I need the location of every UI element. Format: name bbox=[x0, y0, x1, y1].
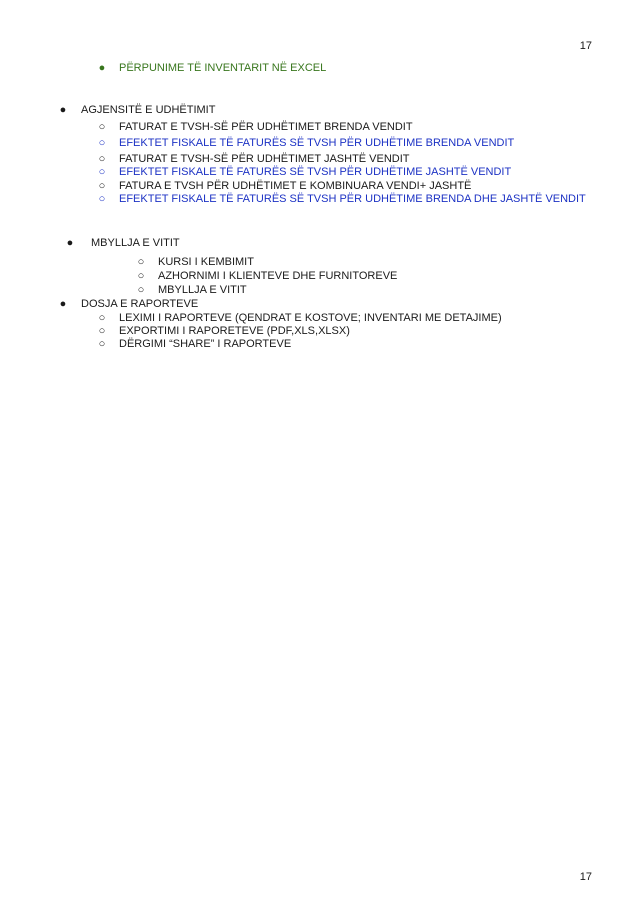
bullet-hollow-icon: ○ bbox=[137, 270, 145, 282]
bullet-filled-icon: ● bbox=[98, 62, 106, 74]
list-item-text: EFEKTET FISKALE TË FATURËS SË TVSH PËR UDHËTIME BRENDA VENDIT bbox=[119, 137, 515, 149]
section-title: DOSJA E RAPORTEVE bbox=[81, 298, 199, 310]
list-item-text: FATURAT E TVSH-SË PËR UDHËTIMET JASHTË VENDIT bbox=[119, 153, 410, 165]
list-item-text: EXPORTIMI I RAPORETEVE (PDF,XLS,XLSX) bbox=[119, 325, 350, 337]
bullet-hollow-icon: ○ bbox=[98, 180, 106, 192]
page-number-bottom: 17 bbox=[579, 871, 592, 883]
list-item-text: LEXIMI I RAPORTEVE (QENDRAT E KOSTOVE; INVENTARI ME DETAJIME) bbox=[119, 312, 502, 324]
bullet-hollow-icon: ○ bbox=[98, 137, 106, 149]
bullet-hollow-icon: ○ bbox=[98, 166, 106, 178]
bullet-filled-icon: ● bbox=[59, 104, 67, 116]
list-item-text: DËRGIMI “SHARE” I RAPORTEVE bbox=[119, 338, 292, 350]
bullet-filled-icon: ● bbox=[66, 237, 74, 249]
bullet-hollow-icon: ○ bbox=[98, 312, 106, 324]
list-item-text: KURSI I KEMBIMIT bbox=[158, 256, 254, 268]
list-item-text: EFEKTET FISKALE TË FATURËS SË TVSH PËR UDHËTIME JASHTË VENDIT bbox=[119, 166, 512, 178]
list-item-text: EFEKTET FISKALE TË FATURËS SË TVSH PËR UDHËTIME BRENDA DHE JASHTË VENDIT bbox=[119, 193, 586, 205]
list-item-text: MBYLLJA E VITIT bbox=[158, 284, 247, 296]
list-item-text: AZHORNIMI I KLIENTEVE DHE FURNITOREVE bbox=[158, 270, 398, 282]
bullet-hollow-icon: ○ bbox=[137, 284, 145, 296]
bullet-hollow-icon: ○ bbox=[98, 121, 106, 133]
section-title: AGJENSITË E UDHËTIMIT bbox=[81, 104, 216, 116]
list-item-text: FATURA E TVSH PËR UDHËTIMET E KOMBINUARA VENDI+ JASHTË bbox=[119, 180, 472, 192]
bullet-hollow-icon: ○ bbox=[98, 325, 106, 337]
list-item-text: FATURAT E TVSH-SË PËR UDHËTIMET BRENDA VENDIT bbox=[119, 121, 413, 133]
bullet-hollow-icon: ○ bbox=[98, 153, 106, 165]
bullet-filled-icon: ● bbox=[59, 298, 67, 310]
bullet-hollow-icon: ○ bbox=[98, 338, 106, 350]
page-number-top: 17 bbox=[579, 40, 592, 52]
section-title: MBYLLJA E VITIT bbox=[91, 237, 180, 249]
bullet-hollow-icon: ○ bbox=[137, 256, 145, 268]
bullet-hollow-icon: ○ bbox=[98, 193, 106, 205]
list-item-text: PËRPUNIME TË INVENTARIT NË EXCEL bbox=[119, 62, 327, 74]
